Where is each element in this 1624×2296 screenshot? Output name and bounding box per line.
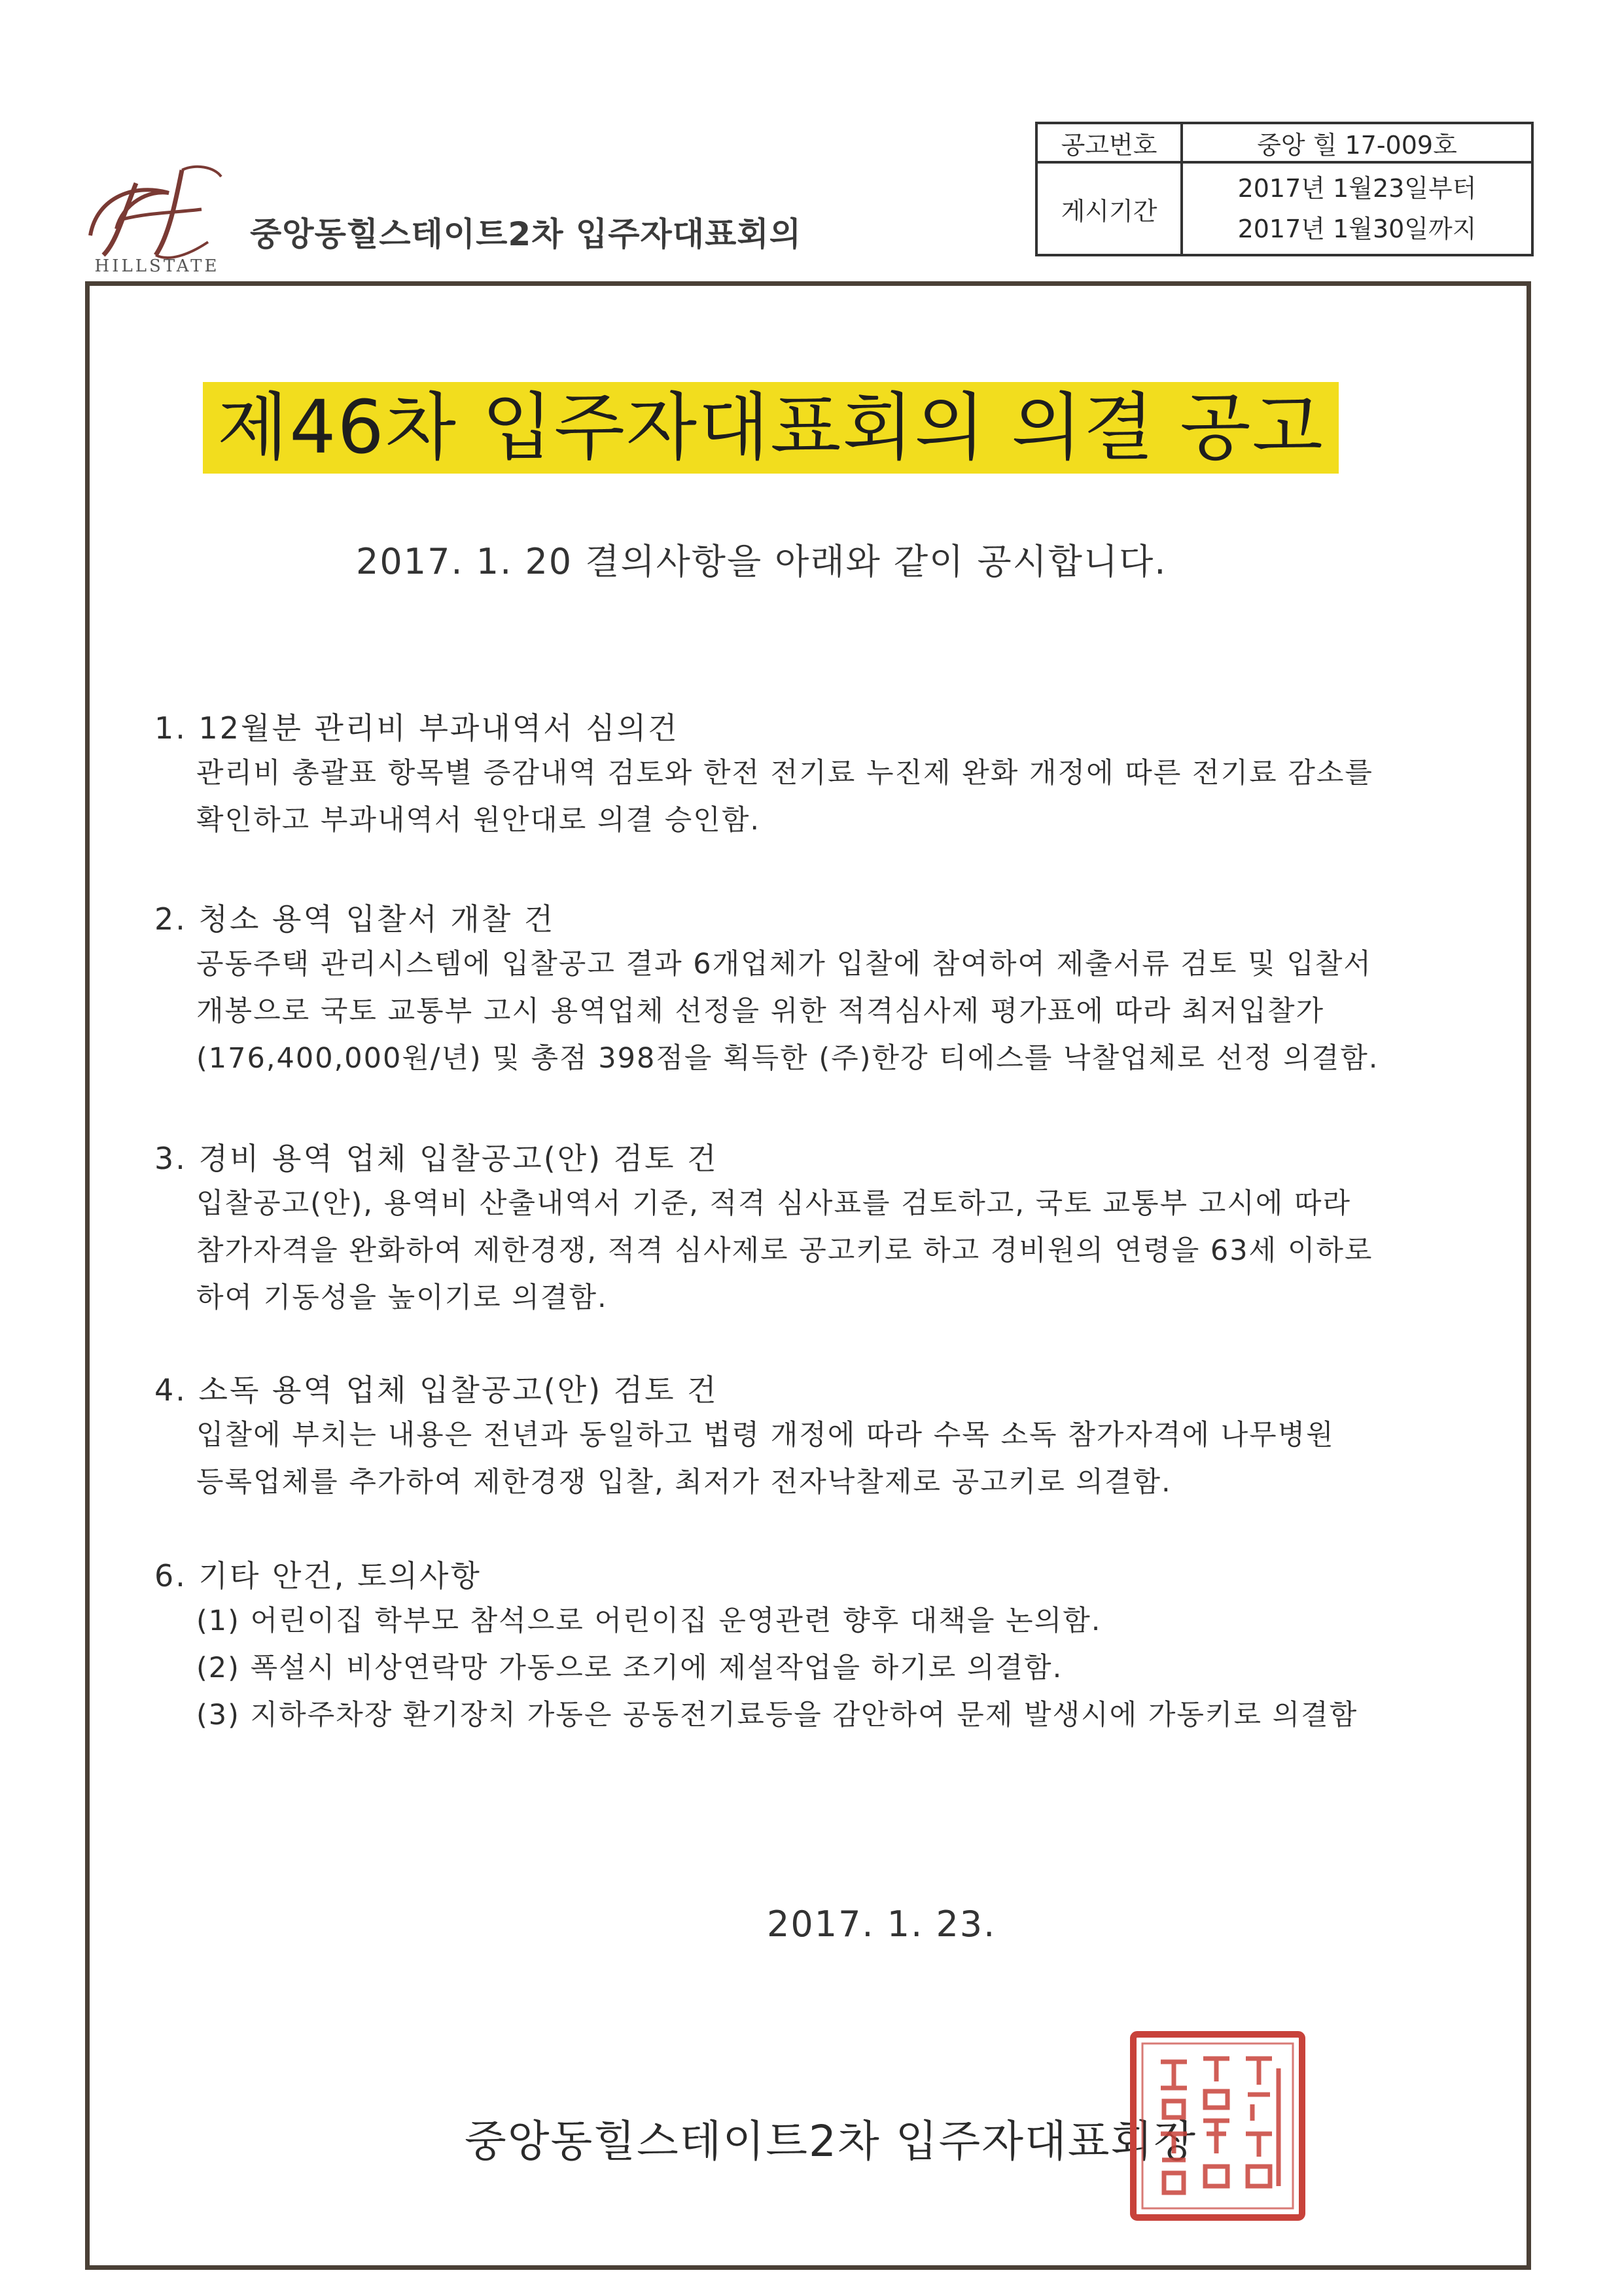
section-body [154, 1412, 1335, 1506]
section-line: 개봉으로 국토 교통부 고시 용역업체 선정을 위한 적격심사제 평가표에 따라 최저입찰가 [196, 995, 1325, 1028]
signature-line: 중앙동힐스테이트2차 입주자대표회장 [465, 2116, 1197, 2166]
section-line: 관리비 총괄표 항목별 증감내역 검토와 한전 전기료 누진제 완화 개정에 따른 전기료 감소를 [196, 757, 1373, 790]
logo-caption: HILLSTATE [94, 256, 220, 276]
discussion-item: (2) 폭설시 비상연락망 가동으로 조기에 제설작업을 하기로 의결함. [196, 1652, 1063, 1684]
section-heading: 4. 소독 용역 업체 입찰공고(안) 검토 건 [154, 1372, 718, 1408]
resolution-section-1 [154, 706, 1373, 844]
section-line: 공동주택 관리시스템에 입찰공고 결과 6개업체가 입찰에 참여하여 제출서류 검토 및 입찰서 [196, 948, 1372, 981]
resolution-section-6 [154, 1554, 1358, 1739]
document-subtitle: 2017. 1. 20 결의사항을 아래와 같이 공시합니다. [356, 541, 1167, 582]
section-line: 하여 기동성을 높이기로 의결함. [196, 1281, 608, 1314]
section-line: 입찰공고(안), 용역비 산출내역서 기준, 적격 심사표를 검토하고, 국토 교통부 고시에 따라 [196, 1187, 1352, 1220]
section-heading: 2. 청소 용역 입찰서 개찰 건 [154, 901, 556, 937]
resolution-section-4 [154, 1368, 1335, 1506]
section-heading: 6. 기타 안건, 토의사항 [154, 1558, 482, 1593]
section-body [154, 750, 1373, 844]
section-heading: 3. 경비 용역 업체 입찰공고(안) 검토 건 [154, 1141, 718, 1176]
discussion-item: (1) 어린이집 학부모 참석으로 어린이집 운영관련 향후 대책을 논의함. [196, 1605, 1102, 1637]
section-line: 확인하고 부과내역서 원안대로 의결 승인함. [196, 804, 761, 837]
section-body [154, 1597, 1358, 1739]
section-body [154, 941, 1379, 1082]
resolution-section-2 [154, 897, 1379, 1082]
notice-date: 2017. 1. 23. [767, 1904, 997, 1945]
section-line: 참가자격을 완화하여 제한경쟁, 적격 심사제로 공고키로 하고 경비원의 연령을 63세 이하로 [196, 1234, 1373, 1267]
resolution-section-3 [154, 1137, 1373, 1321]
title-banner [203, 382, 1339, 474]
notice-number-value: 중앙 힐 17-009호 [1182, 123, 1532, 162]
discussion-item: (3) 지하주차장 환기장치 가동은 공동전기료등을 감안하여 문제 발생시에 가동키로 의결함 [196, 1699, 1358, 1731]
notice-number-label: 공고번호 [1036, 123, 1182, 162]
posting-period-end: 2017년 1월30일까지 [1237, 215, 1477, 243]
notice-info-table [1035, 122, 1534, 256]
official-seal [1128, 2029, 1307, 2223]
posting-period-value [1182, 162, 1532, 255]
posting-period-start: 2017년 1월23일부터 [1237, 174, 1477, 203]
document-title: 제46차 입주자대표회의 의결 공고 [203, 382, 1339, 474]
section-line: 입찰에 부치는 내용은 전년과 동일하고 법령 개정에 따라 수목 소독 참가자격에 나무병원 [196, 1419, 1335, 1452]
section-body [154, 1180, 1373, 1321]
section-line: 등록업체를 추가하여 제한경쟁 입찰, 최저가 전자낙찰제로 공고키로 의결함. [196, 1466, 1172, 1499]
organization-name: 중앙동힐스테이트2차 입주자대표회의 [250, 215, 802, 253]
section-line: (176,400,000원/년) 및 총점 398점을 획득한 (주)한강 티에스를 낙찰업체로 선정 의결함. [196, 1042, 1379, 1075]
section-heading: 1. 12월분 관리비 부과내역서 심의건 [154, 710, 679, 746]
posting-period-label: 게시기간 [1036, 162, 1182, 255]
